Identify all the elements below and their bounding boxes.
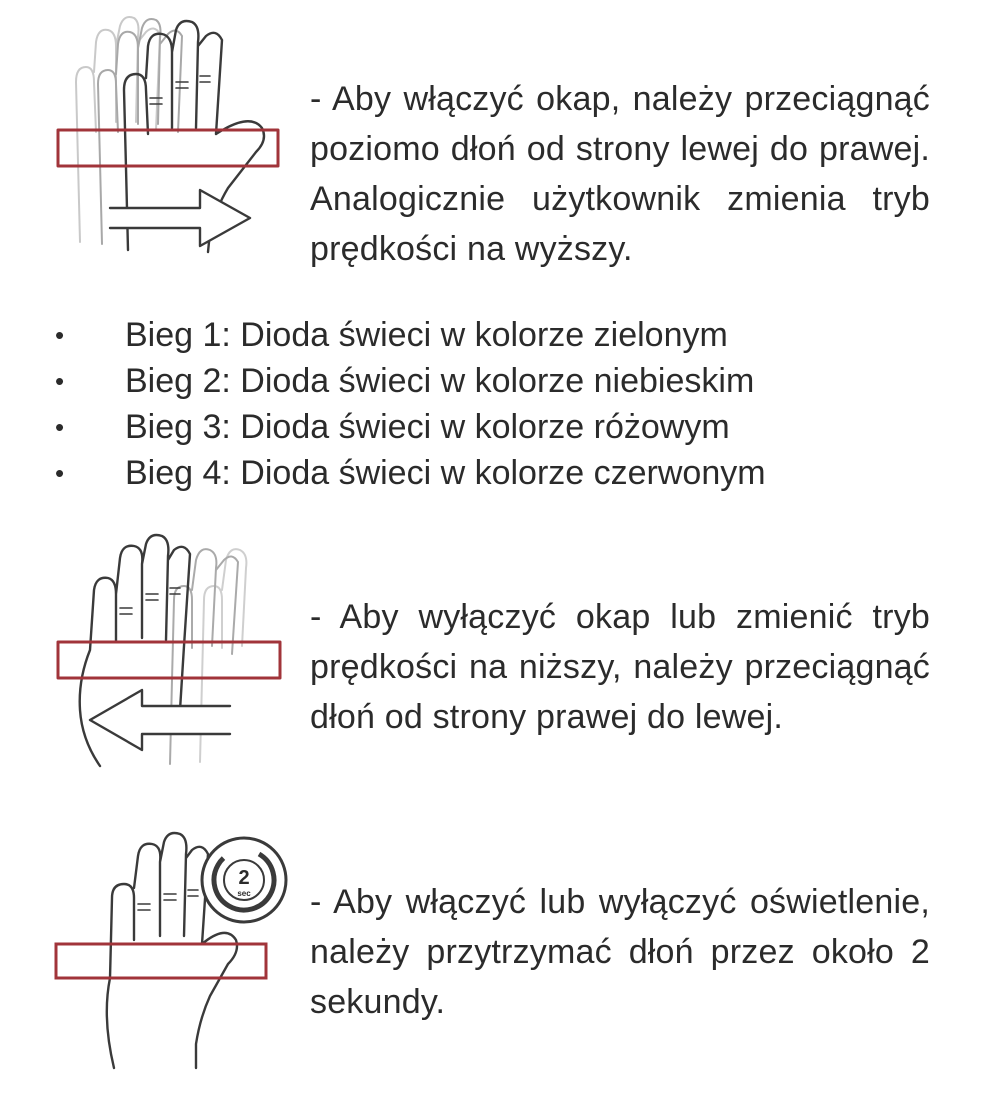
timer-icon	[196, 832, 292, 928]
hand-swipe-left-icon	[50, 530, 290, 780]
bullet: •	[55, 366, 65, 396]
instruction-light: - Aby włączyć lub wyłączyć oświetlenie, należy przytrzymać dłoń przez około 2 sekundy.	[310, 883, 930, 1021]
bullet: •	[55, 458, 65, 488]
instruction-turn-on: - Aby włączyć okap, należy przeciągnąć poziomo dłoń od strony lewej do prawej. Analogicznie użytkownik zmienia tryb prędkości na wyższy.	[310, 80, 930, 268]
swipe-right-illustration	[50, 12, 290, 272]
list-item	[55, 312, 955, 358]
list-item	[55, 358, 955, 404]
list-item	[55, 450, 955, 496]
speed-3-label: Bieg 3: Dioda świeci w kolorze różowym	[125, 408, 730, 446]
list-item	[55, 404, 955, 450]
bullet: •	[55, 320, 65, 350]
timer-unit: sec	[237, 889, 251, 898]
instruction-turn-off: - Aby wyłączyć okap lub zmienić tryb prędkości na niższy, należy przeciągnąć dłoń od strony prawej do lewej.	[310, 598, 930, 736]
speed-1-label: Bieg 1: Dioda świeci w kolorze zielonym	[125, 316, 728, 354]
speed-list	[55, 312, 955, 496]
speed-2-label: Bieg 2: Dioda świeci w kolorze niebieskim	[125, 362, 755, 400]
speed-4-label: Bieg 4: Dioda świeci w kolorze czerwonym	[125, 454, 766, 492]
bullet: •	[55, 412, 65, 442]
swipe-left-illustration	[50, 530, 290, 780]
timer-badge	[196, 832, 292, 928]
timer-number: 2	[238, 867, 250, 889]
hand-swipe-right-icon	[50, 12, 290, 272]
